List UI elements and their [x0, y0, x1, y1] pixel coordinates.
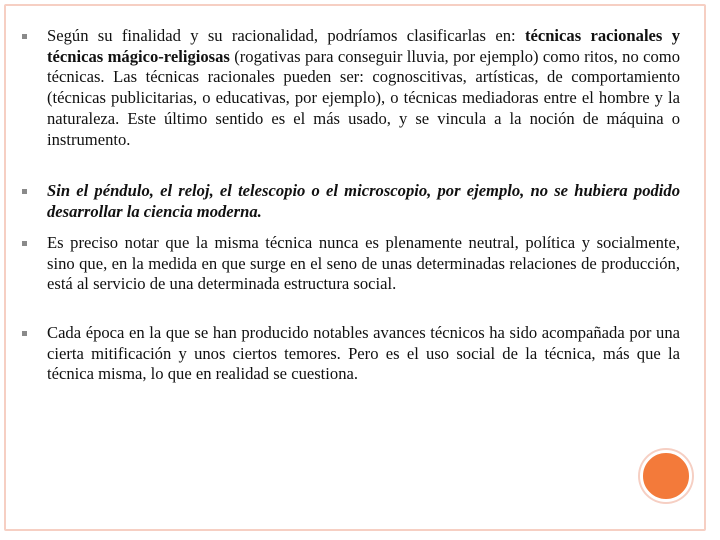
bullet-text-neutralidad: Es preciso notar que la misma técnica nunca es plenamente neutral, política y socialmente, sino que, en la medida en que surge en el seno de unas determinadas relaciones de producción, está al servicio de una determinada estructura social.	[47, 233, 680, 294]
bullet-text-bold-terms: técnicas racionales y técnicas mágico-religiosas	[47, 26, 680, 66]
orange-circle-decoration	[640, 450, 692, 502]
bullet-text-rest: (rogativas para conseguir lluvia, por ejemplo) como ritos, no como técnicas. Las técnicas racionales pueden ser: cognoscitivas, artísticas, de comportamiento (técnicas publicitarias, o educativas, por ejemplo), o técnicas mediadoras entre el hombre y la naturaleza. Este último sentido es el más usado, y se vincula a la noción de máquina o instrumento.	[47, 46, 680, 149]
bullet-square-icon	[22, 189, 27, 194]
bullet-item-pendulo	[22, 181, 680, 222]
bullet-square-icon	[22, 241, 27, 246]
bullet-item-epoca	[22, 323, 680, 385]
bullet-square-icon	[22, 331, 27, 336]
bullet-text-epoca: Cada época en la que se han producido notables avances técnicos ha sido acompañada por una cierta mitificación y unos ciertos temores. Pero es el uso social de la técnica, más que la técnica misma, lo que en realidad se cuestiona.	[47, 323, 680, 384]
bullet-square-icon	[22, 34, 27, 39]
bullet-text-intro: Según su finalidad y su racionalidad, podríamos clasificarlas en:	[47, 26, 525, 45]
bullet-text-pendulo: Sin el péndulo, el reloj, el telescopio o el microscopio, por ejemplo, no se hubiera podido desarrollar la ciencia moderna.	[47, 181, 680, 221]
bullet-item-neutralidad	[22, 233, 680, 295]
bullet-item-clasificacion	[22, 26, 680, 150]
